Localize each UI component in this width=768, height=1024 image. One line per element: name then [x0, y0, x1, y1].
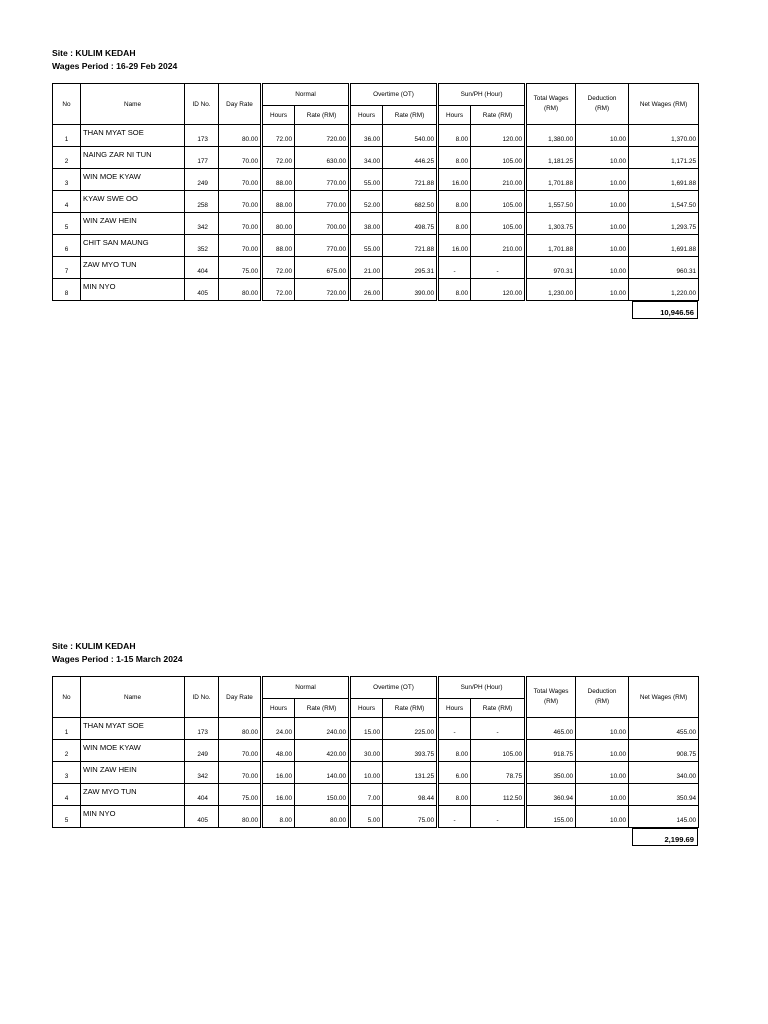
table-cell: 70.00 — [219, 169, 262, 191]
table-cell: 16.00 — [262, 784, 295, 806]
table-cell: 55.00 — [350, 169, 383, 191]
table-cell: 405 — [185, 806, 219, 828]
table-cell: 675.00 — [295, 257, 350, 279]
table-cell: 105.00 — [471, 191, 526, 213]
table-cell: 2 — [53, 147, 81, 169]
table-cell: 72.00 — [262, 125, 295, 147]
table-cell: 48.00 — [262, 740, 295, 762]
table-cell: 700.00 — [295, 213, 350, 235]
wages-section-feb — [52, 47, 699, 321]
table-row — [53, 740, 699, 762]
table-cell: WIN MOE KYAW — [81, 169, 185, 191]
table-cell: 10.00 — [576, 213, 629, 235]
table-cell: - — [438, 806, 471, 828]
table-cell: 10.00 — [576, 147, 629, 169]
table-cell: 150.00 — [295, 784, 350, 806]
table-cell: 26.00 — [350, 279, 383, 301]
subheader-normal-hours: Hours — [262, 106, 295, 125]
table-cell: 5 — [53, 806, 81, 828]
table-cell: 3 — [53, 169, 81, 191]
table-row — [53, 191, 699, 213]
table-cell: 80.00 — [219, 279, 262, 301]
table-cell: 770.00 — [295, 169, 350, 191]
table-cell: 8.00 — [262, 806, 295, 828]
table-cell: 240.00 — [295, 718, 350, 740]
table-cell: 1,380.00 — [526, 125, 576, 147]
table-row — [53, 169, 699, 191]
header-row — [53, 677, 699, 699]
table-cell: 10.00 — [576, 169, 629, 191]
table-cell: 72.00 — [262, 147, 295, 169]
table-cell: 225.00 — [383, 718, 438, 740]
table-row — [53, 257, 699, 279]
header-total-wages: Total Wages (RM) — [526, 677, 576, 718]
table-cell: 75.00 — [219, 257, 262, 279]
wages-period-label: Wages Period : 16-29 Feb 2024 — [52, 61, 178, 71]
table-cell: 78.75 — [471, 762, 526, 784]
table-cell: 1,547.50 — [629, 191, 699, 213]
table-cell: 80.00 — [219, 806, 262, 828]
table-cell: 4 — [53, 191, 81, 213]
table-cell: 10.00 — [576, 125, 629, 147]
table-cell: 10.00 — [576, 762, 629, 784]
table-cell: THAN MYAT SOE — [81, 125, 185, 147]
table-cell: 8.00 — [438, 191, 471, 213]
table-cell: 105.00 — [471, 740, 526, 762]
header-overtime: Overtime (OT) — [350, 677, 438, 699]
subheader-ot-hours: Hours — [350, 106, 383, 125]
table-cell: 249 — [185, 740, 219, 762]
table-cell: 10.00 — [576, 740, 629, 762]
table-cell: 1,701.88 — [526, 169, 576, 191]
table-cell: 1,220.00 — [629, 279, 699, 301]
table-cell: 80.00 — [262, 213, 295, 235]
table-cell: WIN ZAW HEIN — [81, 213, 185, 235]
subheader-normal-rate: Rate (RM) — [295, 699, 350, 718]
header-name: Name — [81, 677, 185, 718]
table-cell: 721.88 — [383, 235, 438, 257]
table-cell: 75.00 — [383, 806, 438, 828]
total-wrapper — [52, 301, 698, 321]
table-cell: 112.50 — [471, 784, 526, 806]
table-cell: 145.00 — [629, 806, 699, 828]
header-row — [53, 84, 699, 106]
table-cell: 34.00 — [350, 147, 383, 169]
table-cell: 908.75 — [629, 740, 699, 762]
table-cell: 1,691.88 — [629, 235, 699, 257]
header-no: No — [53, 84, 81, 125]
subheader-normal-hours: Hours — [262, 699, 295, 718]
table-cell: 5.00 — [350, 806, 383, 828]
header-no: No — [53, 677, 81, 718]
header-day-rate: Day Rate — [219, 84, 262, 125]
table-cell: 720.00 — [295, 125, 350, 147]
subheader-sunph-hours: Hours — [438, 699, 471, 718]
table-cell: 3 — [53, 762, 81, 784]
table-cell: 1,691.88 — [629, 169, 699, 191]
total-wrapper — [52, 828, 698, 848]
table-row — [53, 213, 699, 235]
table-cell: 140.00 — [295, 762, 350, 784]
table-cell: 8.00 — [438, 740, 471, 762]
table-cell: 16.00 — [438, 169, 471, 191]
table-row — [53, 718, 699, 740]
site-label: Site : KULIM KEDAH — [52, 48, 136, 58]
table-cell: 72.00 — [262, 257, 295, 279]
table-row — [53, 806, 699, 828]
table-cell: 70.00 — [219, 762, 262, 784]
table-cell: 1 — [53, 125, 81, 147]
table-cell: 342 — [185, 762, 219, 784]
table-cell: 10.00 — [576, 257, 629, 279]
table-cell: 1,303.75 — [526, 213, 576, 235]
site-label: Site : KULIM KEDAH — [52, 641, 136, 651]
header-normal: Normal — [262, 84, 350, 106]
table-row — [53, 279, 699, 301]
table-cell: 420.00 — [295, 740, 350, 762]
table-cell: 24.00 — [262, 718, 295, 740]
table-cell: 1,293.75 — [629, 213, 699, 235]
table-cell: 446.25 — [383, 147, 438, 169]
table-cell: 10.00 — [576, 279, 629, 301]
table-cell: - — [471, 257, 526, 279]
table-cell: 404 — [185, 784, 219, 806]
table-cell: 2 — [53, 740, 81, 762]
header-deduction: Deduction (RM) — [576, 677, 629, 718]
table-cell: 8 — [53, 279, 81, 301]
table-cell: 1,701.88 — [526, 235, 576, 257]
table-cell: 70.00 — [219, 740, 262, 762]
wages-section-march — [52, 640, 699, 848]
table-cell: 8.00 — [438, 213, 471, 235]
table-cell: 1 — [53, 718, 81, 740]
table-cell: 350.94 — [629, 784, 699, 806]
table-cell: 8.00 — [438, 784, 471, 806]
header-net-wages: Net Wages (RM) — [629, 84, 699, 125]
table-cell: 350.00 — [526, 762, 576, 784]
wages-period-label: Wages Period : 1-15 March 2024 — [52, 654, 183, 664]
header-overtime: Overtime (OT) — [350, 84, 438, 106]
table-cell: 455.00 — [629, 718, 699, 740]
table-cell: - — [471, 718, 526, 740]
table-cell: 960.31 — [629, 257, 699, 279]
table-cell: 120.00 — [471, 279, 526, 301]
table-cell: 6 — [53, 235, 81, 257]
table-cell: 10.00 — [350, 762, 383, 784]
table-row — [53, 784, 699, 806]
table-cell: 249 — [185, 169, 219, 191]
header-total-wages: Total Wages (RM) — [526, 84, 576, 125]
table-cell: 1,181.25 — [526, 147, 576, 169]
table-cell: 4 — [53, 784, 81, 806]
table-cell: 98.44 — [383, 784, 438, 806]
wages-table — [52, 676, 699, 828]
table-cell: 5 — [53, 213, 81, 235]
table-cell: 70.00 — [219, 235, 262, 257]
table-cell: 682.50 — [383, 191, 438, 213]
table-cell: 88.00 — [262, 169, 295, 191]
table-cell: 770.00 — [295, 235, 350, 257]
table-cell: 105.00 — [471, 147, 526, 169]
table-cell: 721.88 — [383, 169, 438, 191]
subheader-ot-rate: Rate (RM) — [383, 699, 438, 718]
table-cell: 120.00 — [471, 125, 526, 147]
header-sun-ph: Sun/PH (Hour) — [438, 84, 526, 106]
table-cell: 75.00 — [219, 784, 262, 806]
table-cell: 210.00 — [471, 169, 526, 191]
table-cell: 15.00 — [350, 718, 383, 740]
header-net-wages: Net Wages (RM) — [629, 677, 699, 718]
table-cell: 52.00 — [350, 191, 383, 213]
header-id-no: ID No. — [185, 84, 219, 125]
table-cell: 352 — [185, 235, 219, 257]
table-cell: 173 — [185, 125, 219, 147]
table-cell: 10.00 — [576, 806, 629, 828]
table-cell: - — [438, 257, 471, 279]
subheader-sunph-rate: Rate (RM) — [471, 699, 526, 718]
subheader-ot-rate: Rate (RM) — [383, 106, 438, 125]
table-cell: 918.75 — [526, 740, 576, 762]
table-cell: 30.00 — [350, 740, 383, 762]
table-cell: 7.00 — [350, 784, 383, 806]
header-deduction: Deduction (RM) — [576, 84, 629, 125]
table-row — [53, 235, 699, 257]
table-cell: 72.00 — [262, 279, 295, 301]
table-cell: WIN MOE KYAW — [81, 740, 185, 762]
table-cell: 131.25 — [383, 762, 438, 784]
table-cell: 770.00 — [295, 191, 350, 213]
table-cell: 173 — [185, 718, 219, 740]
table-cell: 342 — [185, 213, 219, 235]
subheader-ot-hours: Hours — [350, 699, 383, 718]
table-cell: 340.00 — [629, 762, 699, 784]
table-cell: 16.00 — [438, 235, 471, 257]
table-cell: 970.31 — [526, 257, 576, 279]
table-cell: 720.00 — [295, 279, 350, 301]
table-cell: - — [438, 718, 471, 740]
table-cell: 8.00 — [438, 279, 471, 301]
table-cell: - — [471, 806, 526, 828]
table-cell: 360.94 — [526, 784, 576, 806]
table-cell: 70.00 — [219, 213, 262, 235]
table-cell: 390.00 — [383, 279, 438, 301]
table-cell: 8.00 — [438, 147, 471, 169]
table-cell: MIN NYO — [81, 806, 185, 828]
table-cell: THAN MYAT SOE — [81, 718, 185, 740]
table-cell: 80.00 — [219, 718, 262, 740]
header-normal: Normal — [262, 677, 350, 699]
table-cell: 70.00 — [219, 147, 262, 169]
table-cell: 80.00 — [295, 806, 350, 828]
table-cell: 10.00 — [576, 235, 629, 257]
table-cell: 10.00 — [576, 718, 629, 740]
subheader-sunph-rate: Rate (RM) — [471, 106, 526, 125]
table-cell: 393.75 — [383, 740, 438, 762]
table-cell: 6.00 — [438, 762, 471, 784]
table-cell: 155.00 — [526, 806, 576, 828]
table-cell: 1,171.25 — [629, 147, 699, 169]
table-row — [53, 125, 699, 147]
table-cell: 465.00 — [526, 718, 576, 740]
header-day-rate: Day Rate — [219, 677, 262, 718]
subheader-sunph-hours: Hours — [438, 106, 471, 125]
table-cell: 10.00 — [576, 784, 629, 806]
table-cell: 36.00 — [350, 125, 383, 147]
grand-total: 2,199.69 — [632, 828, 698, 846]
table-cell: 404 — [185, 257, 219, 279]
table-cell: 498.75 — [383, 213, 438, 235]
header-sun-ph: Sun/PH (Hour) — [438, 677, 526, 699]
table-cell: 405 — [185, 279, 219, 301]
table-cell: 8.00 — [438, 125, 471, 147]
table-cell: ZAW MYO TUN — [81, 257, 185, 279]
table-cell: 7 — [53, 257, 81, 279]
table-cell: WIN ZAW HEIN — [81, 762, 185, 784]
table-cell: 105.00 — [471, 213, 526, 235]
table-cell: 177 — [185, 147, 219, 169]
table-cell: 55.00 — [350, 235, 383, 257]
table-cell: 540.00 — [383, 125, 438, 147]
table-cell: 16.00 — [262, 762, 295, 784]
table-cell: 295.31 — [383, 257, 438, 279]
grand-total: 10,946.56 — [632, 301, 698, 319]
table-row — [53, 762, 699, 784]
table-cell: KYAW SWE OO — [81, 191, 185, 213]
table-cell: ZAW MYO TUN — [81, 784, 185, 806]
wages-table — [52, 83, 699, 301]
table-row — [53, 147, 699, 169]
table-cell: CHIT SAN MAUNG — [81, 235, 185, 257]
header-id-no: ID No. — [185, 677, 219, 718]
table-cell: 88.00 — [262, 191, 295, 213]
table-cell: 70.00 — [219, 191, 262, 213]
subheader-normal-rate: Rate (RM) — [295, 106, 350, 125]
table-cell: 1,557.50 — [526, 191, 576, 213]
table-cell: 1,230.00 — [526, 279, 576, 301]
table-cell: 88.00 — [262, 235, 295, 257]
table-cell: 80.00 — [219, 125, 262, 147]
table-cell: 1,370.00 — [629, 125, 699, 147]
table-cell: 21.00 — [350, 257, 383, 279]
table-cell: 258 — [185, 191, 219, 213]
table-cell: 10.00 — [576, 191, 629, 213]
table-cell: 630.00 — [295, 147, 350, 169]
table-cell: 210.00 — [471, 235, 526, 257]
table-cell: 38.00 — [350, 213, 383, 235]
table-cell: MIN NYO — [81, 279, 185, 301]
header-name: Name — [81, 84, 185, 125]
table-cell: NAING ZAR NI TUN — [81, 147, 185, 169]
